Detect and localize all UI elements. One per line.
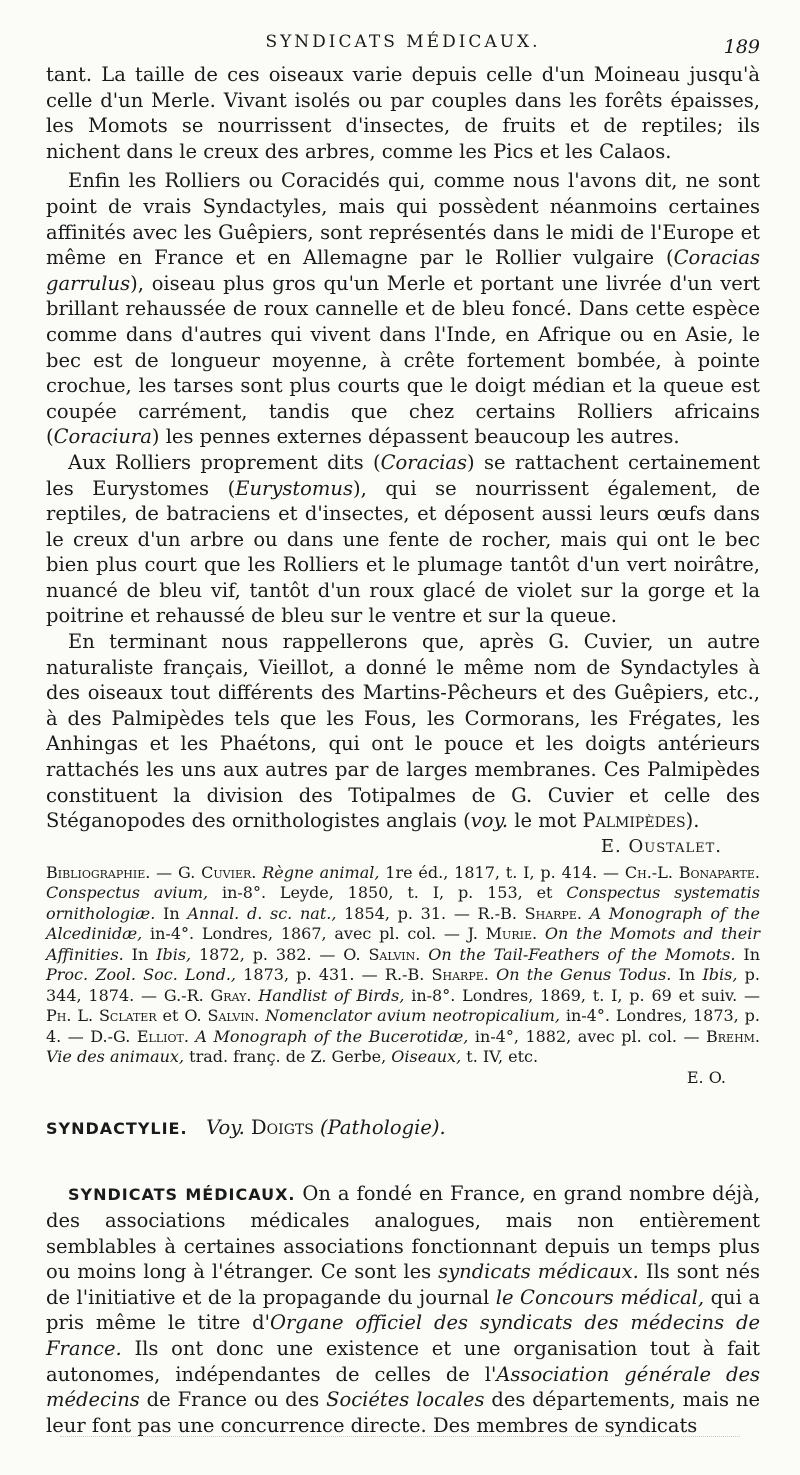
paragraph-text: ), oiseau plus gros qu'un Merle et portant une livrée d'un vert brillant rehaussée de roux cannelle et de bleu foncé. Dans cette espèce comme dans d'autres qui vivent dans l'Inde, en Afrique ou en Asie, le bec est de longueur moyenne, à crête fortement bombée, à pointe crochue, les tarses sont plus courts que le doigt médian et la queue est coupée carrément, tandis que chez certains Rolliers africains ( [46,271,760,449]
work-title: Ibis, [702,965,738,985]
biblio-text: et [156,1006,185,1026]
paragraph-eurystomes [46,450,760,629]
paragraph-text: ) se rattachent certainement les Eurystomes ( [46,450,760,500]
work-title: Règne animal, [256,862,380,882]
work-title: Proc. Zool. Soc. Lond., [46,965,236,985]
paragraph-text: ) les pennes externes dépassent beaucoup les autres. [151,425,680,449]
cross-reference-term: Palmipèdes [582,809,686,833]
biblio-text: t. IV, etc. [461,1047,539,1067]
biblio-text: 1873, p. 431. — [236,965,385,985]
paragraph-text: Ils ont donc une existence et une organisation tout à fait autonomes, indépendantes de celles de l' [46,1336,760,1386]
paragraph-text: le mot [508,809,583,833]
paragraph-text: En terminant nous rappellerons que, après G. Cuvier, un autre naturaliste français, Vieillot, a donné le même nom de Syndactyles à des oiseaux tout différents des Martins-Pêcheurs et des Guêpiers, etc., à des Palmipèdes tels que les Fous, les Cormorans, les Frégates, les Anhingas et les Phaétons, qui ont le pouce et les doigts antérieurs rattachés les uns aux autres par de larges membranes. Ces Palmipèdes constituent la division des Totipalmes de G. Cuvier et celle des Stéganopodes des ornithologistes anglais ( [46,630,760,833]
entry-headword: SYNDICATS MÉDICAUX. [68,1185,296,1205]
page-body [46,62,760,1438]
cross-reference: voy. [470,809,509,833]
author-name: Brehm. [706,1026,761,1046]
paragraph-text: tant. La taille de ces oiseaux varie depuis celle d'un Moineau jusqu'à celle d'un Merle. Vivant isolés ou par couples dans les forêts épaisses, les Momots se nourrissent d'insectes, de fruits et de reptiles; ils nichent dans le creux des arbres, comme les Pics et les Calaos. [46,63,760,163]
work-title: Nomenclator avium neotropicalium, [259,1006,560,1026]
author-name: R.-B. Sharpe. [477,903,582,923]
work-title: Ibis, [156,944,192,964]
author-name: D.-G. Elliot. [90,1026,189,1046]
biblio-text: in-8°. Leyde, 1850, t. I, p. 153, et [208,883,567,903]
bibliography-signature: E. O. [686,1067,726,1087]
species-name: Coracias garrulus [46,246,760,295]
bibliography-label: Bibliographie. [46,862,151,882]
biblio-text: trad. franç. de Z. Gerbe, [184,1047,392,1067]
author-name: O. Salvin. [184,1006,260,1026]
biblio-text: — G. [150,862,202,882]
biblio-text: 1872, p. 382. — [191,944,344,964]
genus-name: Coraciura [53,425,152,449]
organization-name: Sociétes locales [326,1388,485,1412]
paragraph-text: qui a pris même le titre d' [46,1285,760,1335]
biblio-text: p. 344, 1874. — [46,965,761,1005]
biblio-text: In [735,944,761,964]
author-name: J. Murie. [467,924,538,944]
author-name: O. Salvin. [343,944,421,964]
page-number: 189 [723,36,760,58]
work-title: Oiseaux, [391,1047,462,1067]
biblio-text: 1854, p. 31. — [336,903,478,923]
paragraph-text: Enfin les Rolliers ou Coracidés qui, comme nous l'avons dit, ne sont point de vrais Syndactyles, mais qui possèdent néanmoins certaines affinités avec les Guêpiers, sont représentés dans le midi de l'Europe et même en France et en Allemagne par le Rollier vulgaire ( [46,169,760,270]
paragraph-text: ), qui se nourrissent également, de reptiles, de batraciens et d'insectes, et déposent aussi leurs œufs dans le creux d'un arbre ou dans une fente de rocher, mais qui ont le bec bien plus court que les Rolliers et le plumage tantôt d'un vert noirâtre, nuancé de bleu vif, tantôt d'un roux glacé de violet sur la gorge et la poitrine et rehaussé de bleu sur le ventre et sur la queue. [46,476,760,628]
cross-reference-qualifier: (Pathologie). [320,1115,446,1139]
paragraph-palmipedes [46,629,760,834]
biblio-text: 1re éd., 1817, t. I, p. 414. — [379,862,625,882]
author-name: Ch.-L. Bonaparte. [624,862,760,882]
genus-name: Coracias [380,450,468,474]
paragraph-text: Ils sont nés de l'initiative et de la propagande du journal [46,1260,760,1309]
paragraph-text: ). [685,809,700,833]
work-title: On the Genus Todus. [488,965,672,985]
bibliography [46,863,760,1068]
genus-name: Eurystomus [235,476,353,500]
author-name: R.-B. Sharpe. [384,965,489,985]
work-title: Conspectus avium, [46,883,209,903]
work-title: Conspectus systematis ornithologiæ. [46,883,761,923]
work-title: On the Momots and their Affinities. [46,924,760,964]
paragraph-text: de France ou des [139,1388,327,1412]
entry-headword: SYNDACTYLIE. [46,1118,188,1138]
biblio-text: In [155,903,188,923]
journal-title: le Concours médical, [495,1285,705,1309]
running-head: SYNDICATS MÉDICAUX. [265,32,541,52]
author-name: Cuvier. [201,862,257,882]
work-title: Annal. d. sc. nat., [187,903,337,923]
emphasis: Organe officiel des syndicats des médecins de France. [46,1311,760,1360]
entry-syndicats-medicaux [46,1181,760,1438]
biblio-text: in-8°. Londres, 1869, t. I, p. 69 et suiv. — [404,985,761,1005]
biblio-text: in-4°. Londres, 1873, p. 4. — [46,1006,760,1046]
paragraph-text: Aux Rolliers proprement dits ( [68,450,381,474]
organization-name: Association générale des médecins [46,1362,760,1412]
work-title: A Monograph of the Alcedinidæ, [46,903,761,944]
work-title: On the Tail-Feathers of the Momots. [420,944,736,964]
entry-syndactylie [46,1115,760,1142]
biblio-text: In [671,965,703,985]
cross-reference: Voy. [206,1115,245,1139]
paragraph-text: On a fondé en France, en grand nombre déjà, des associations médicales analogues, mais non entièrement semblables à certaines associations fonctionnant depuis un temps plus ou moins long à l'étranger. Ce sont les [46,1182,761,1284]
paragraph-text: des départements, mais ne leur font pas une concurrence directe. Des membres de syndicats [46,1388,761,1437]
paragraph-rolliers [46,168,760,450]
author-name: Ph. L. Sclater [46,1006,157,1026]
biblio-text: in-4°, 1882, avec pl. col. — [468,1026,706,1046]
work-title: Vie des animaux, [46,1047,185,1067]
emphasis: syndicats médicaux. [438,1260,639,1284]
biblio-text: in-4°. Londres, 1867, avec pl. col. — [142,924,468,944]
author-name: G.-R. Gray. [163,985,252,1005]
work-title: A Monograph of the Bucerotidæ, [188,1026,469,1046]
bottom-rule [60,1436,740,1437]
work-title: Handlist of Birds, [251,985,405,1005]
page-header [46,32,760,62]
biblio-text: In [123,944,157,964]
cross-reference-term: Doigts [251,1115,314,1139]
author-signature: E. Oustalet. [600,835,722,857]
paragraph-momots [46,62,760,164]
